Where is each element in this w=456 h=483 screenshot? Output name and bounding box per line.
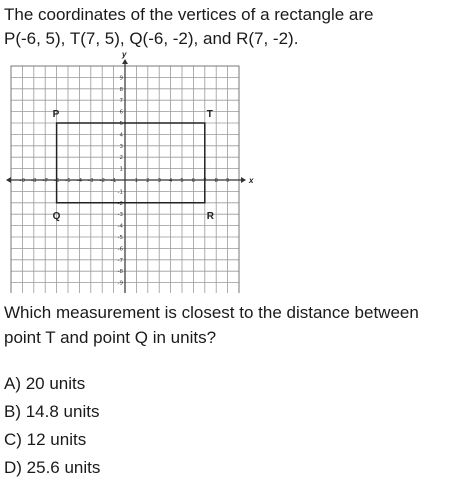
y-axis-arrow-up bbox=[122, 59, 128, 64]
x-tick-label: 5 bbox=[180, 178, 184, 184]
x-axis-arrow-left bbox=[6, 177, 11, 183]
y-tick-label: -7 bbox=[117, 257, 123, 264]
y-tick-label: 7 bbox=[119, 98, 123, 105]
y-tick-label: 1 bbox=[119, 166, 123, 173]
y-tick-label: 9 bbox=[119, 75, 123, 82]
y-tick-label: 8 bbox=[119, 86, 123, 93]
answer-choice-a[interactable]: A) 20 units bbox=[4, 374, 86, 393]
x-tick-label: 7 bbox=[203, 178, 207, 184]
answer-choice-b[interactable]: B) 14.8 units bbox=[4, 402, 100, 421]
question-line-1: Which measurement is closest to the distance between bbox=[4, 303, 419, 322]
x-tick-label: 6 bbox=[191, 178, 196, 184]
y-tick-label: -1 bbox=[117, 189, 123, 196]
y-tick-label: 2 bbox=[119, 155, 123, 162]
y-tick-label: -3 bbox=[117, 212, 123, 219]
coordinate-graph bbox=[0, 48, 260, 293]
answer-choice-c[interactable]: C) 12 units bbox=[4, 430, 87, 449]
y-axis-label: y bbox=[122, 50, 127, 59]
vertex-label-q: Q bbox=[52, 210, 61, 222]
intro-line-2: P(-6, 5), T(7, 5), Q(-6, -2), and R(7, -2). bbox=[4, 29, 299, 48]
y-tick-label: -2 bbox=[117, 200, 123, 207]
y-tick-label: -9 bbox=[117, 280, 123, 287]
x-tick-label: -2 bbox=[99, 178, 105, 184]
x-tick-label: -6 bbox=[53, 178, 60, 184]
x-tick-label: 1 bbox=[134, 178, 139, 184]
x-tick-label: 3 bbox=[157, 178, 161, 184]
x-tick-label: -1 bbox=[110, 178, 117, 184]
x-tick-label: -7 bbox=[42, 178, 48, 184]
x-tick-label: -4 bbox=[76, 178, 83, 184]
y-tick-label: 6 bbox=[119, 109, 123, 116]
y-tick-label: -8 bbox=[117, 269, 123, 276]
vertex-label-p: P bbox=[52, 109, 60, 120]
x-tick-label: -3 bbox=[88, 178, 94, 184]
intro-line-1: The coordinates of the vertices of a rectangle are bbox=[4, 5, 374, 24]
x-tick-label: -9 bbox=[19, 178, 26, 184]
y-tick-label: 4 bbox=[119, 132, 123, 139]
question-line-2: point T and point Q in units? bbox=[4, 328, 217, 347]
x-tick-label: 2 bbox=[146, 178, 150, 184]
answer-choice-d[interactable]: D) 25.6 units bbox=[4, 458, 101, 477]
x-axis-arrow-right bbox=[241, 177, 246, 183]
x-tick-label: -8 bbox=[31, 178, 37, 184]
x-tick-label: 4 bbox=[168, 178, 173, 184]
y-tick-label: -6 bbox=[117, 246, 123, 253]
y-tick-label: -4 bbox=[117, 223, 123, 230]
vertex-label-t: T bbox=[206, 109, 213, 120]
x-axis-label: x bbox=[249, 176, 254, 185]
x-tick-label: 9 bbox=[225, 178, 230, 184]
y-tick-label: -5 bbox=[117, 235, 123, 241]
y-tick-label: 3 bbox=[119, 143, 123, 150]
x-tick-label: -5 bbox=[65, 178, 71, 184]
vertex-label-r: R bbox=[206, 210, 215, 222]
x-tick-label: 8 bbox=[214, 178, 218, 184]
rectangle-ptrq bbox=[57, 123, 205, 203]
y-tick-label: 5 bbox=[119, 121, 123, 127]
